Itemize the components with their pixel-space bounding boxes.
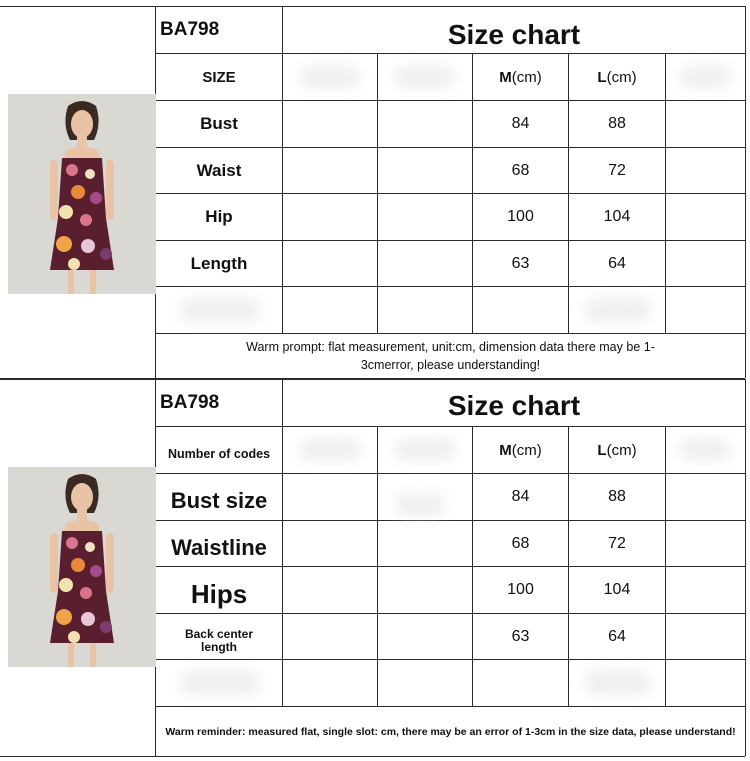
cell-waist-l: 72 xyxy=(608,161,626,179)
cell-bust-l: 88 xyxy=(608,115,626,132)
model-photo xyxy=(8,94,156,294)
size-chart-bottom xyxy=(0,379,750,757)
size-m-header: M (cm) xyxy=(499,441,542,459)
model-code: BA798 xyxy=(160,392,220,413)
model-photo xyxy=(8,467,156,667)
row-label-bust: Bust xyxy=(200,114,238,133)
cell-bust-l: 88 xyxy=(608,488,626,505)
cell-length-m: 63 xyxy=(511,627,530,645)
size-header: Number of codes xyxy=(167,447,271,461)
cell-bust-m: 84 xyxy=(511,115,530,132)
cell-length-l: 64 xyxy=(608,254,626,272)
cell-waist-m: 68 xyxy=(511,534,530,552)
chart-title: Size chart xyxy=(447,19,581,50)
cell-length-m: 63 xyxy=(511,254,530,272)
size-header: SIZE xyxy=(202,68,236,86)
model-code: BA798 xyxy=(160,19,220,40)
dress-illustration xyxy=(8,94,156,294)
size-m-header: M (cm) xyxy=(499,68,542,86)
row-label-hip: Hip xyxy=(205,207,233,226)
size-l-header: L (cm) xyxy=(597,68,637,86)
measurement-note: Warm prompt: flat measurement, unit:cm, dimension data there may be 1-3cmerror, please understanding! xyxy=(246,340,655,372)
cell-hip-l: 104 xyxy=(603,208,631,225)
cell-length-l: 64 xyxy=(608,627,626,645)
row-label-waistline: Waistline xyxy=(171,534,267,560)
dress-illustration xyxy=(8,467,156,667)
cell-hip-m: 100 xyxy=(507,208,534,225)
chart-title: Size chart xyxy=(447,390,581,421)
cell-hip-l: 104 xyxy=(603,581,631,598)
row-label-back-center-length: Back center length xyxy=(184,626,254,654)
size-l-header: L (cm) xyxy=(597,441,637,459)
cell-waist-l: 72 xyxy=(608,534,626,552)
cell-bust-m: 84 xyxy=(511,488,530,505)
cell-waist-m: 68 xyxy=(511,161,530,179)
cell-hip-m: 100 xyxy=(507,581,534,598)
row-label-bust-size: Bust size xyxy=(170,488,268,513)
row-label-hips: Hips xyxy=(190,578,248,609)
size-chart-top xyxy=(0,6,750,378)
row-label-waist: Waist xyxy=(196,160,242,180)
measurement-note: Warm reminder: measured flat, single slot: cm, there may be an error of 1-3cm in the size data, please understand! xyxy=(165,725,736,738)
row-label-length: Length xyxy=(190,253,248,273)
